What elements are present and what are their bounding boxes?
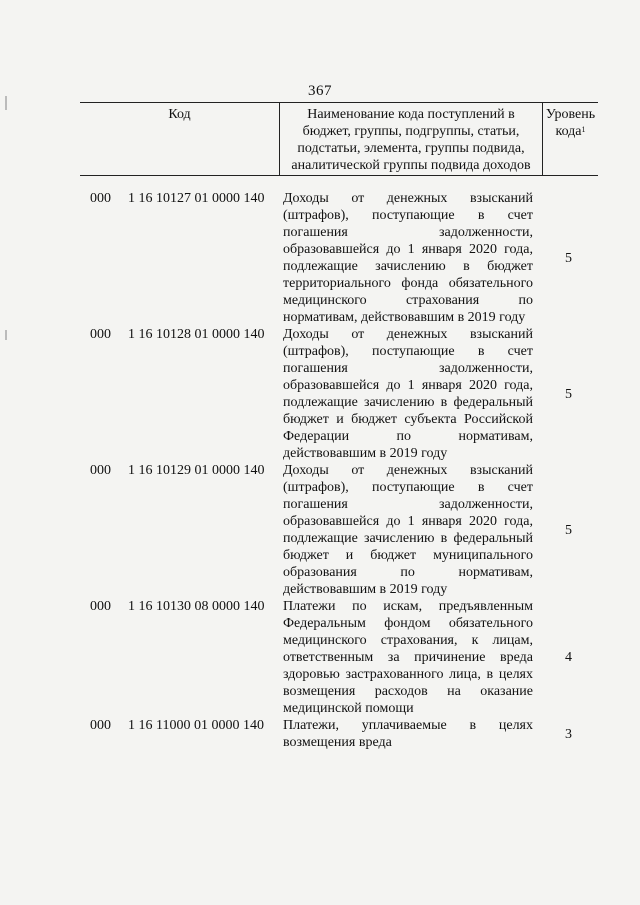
row-name-line: возмещения расходов на оказание bbox=[283, 684, 533, 699]
header-name-line: бюджет, группы, подгруппы, статьи, bbox=[302, 124, 520, 139]
table-row bbox=[80, 462, 598, 598]
scan-margin-mark bbox=[5, 330, 7, 340]
row-name bbox=[279, 462, 533, 598]
row-name-line: Платежи по искам, предъявленным bbox=[283, 599, 533, 614]
table-row bbox=[80, 326, 598, 462]
row-name-line: образовавшейся до 1 января 2020 года, bbox=[283, 242, 533, 257]
table-row bbox=[80, 598, 598, 717]
row-name-line: образовавшейся до 1 января 2020 года, bbox=[283, 378, 533, 393]
header-name bbox=[279, 103, 543, 175]
row-name bbox=[279, 717, 533, 751]
header-level-line: кода$^1$ bbox=[555, 124, 586, 139]
row-name-line: подлежащие зачислению в федеральный bbox=[283, 395, 533, 410]
row-revenue-code: 1 16 10127 01 0000 140 bbox=[128, 191, 265, 206]
row-name-line: ответственным за причинение вреда bbox=[283, 650, 533, 665]
row-prefix-code: 000 bbox=[90, 718, 111, 733]
row-level: 5 bbox=[565, 522, 572, 538]
row-name bbox=[279, 598, 533, 717]
row-name-line: действовавшим в 2019 году bbox=[283, 446, 448, 461]
row-prefix-code: 000 bbox=[90, 463, 111, 478]
row-name-line: погашения задолженности, bbox=[283, 361, 533, 376]
row-name-line: (штрафов), поступающие в счет bbox=[283, 480, 533, 495]
table-body bbox=[80, 190, 598, 751]
row-name-line: (штрафов), поступающие в счет bbox=[283, 344, 533, 359]
row-name-line: Доходы от денежных взысканий bbox=[283, 463, 533, 478]
row-name-line: образовавшейся до 1 января 2020 года, bbox=[283, 514, 533, 529]
row-name-line: подлежащие зачислению в бюджет bbox=[283, 259, 533, 274]
row-name-line: бюджет и бюджет субъекта Российской bbox=[283, 412, 533, 427]
row-name-line: возмещения вреда bbox=[283, 735, 392, 750]
row-name-line: Доходы от денежных взысканий bbox=[283, 327, 533, 342]
row-level: 5 bbox=[565, 386, 572, 402]
row-name-line: медицинского страхования, к лицам, bbox=[283, 633, 533, 648]
row-name-line: нормативам, действовавшим в 2019 году bbox=[283, 310, 526, 325]
row-name-line: Платежи, уплачиваемые в целях bbox=[283, 718, 533, 733]
row-level: 4 bbox=[565, 650, 572, 665]
header-code: Код bbox=[168, 107, 191, 122]
row-name-line: здоровью застрахованного лица, в целях bbox=[283, 667, 533, 682]
row-prefix-code: 000 bbox=[90, 191, 111, 206]
row-name-line: бюджет и бюджет муниципального bbox=[283, 548, 533, 563]
row-name-line: медицинской помощи bbox=[283, 701, 414, 716]
row-name-line: (штрафов), поступающие в счет bbox=[283, 208, 533, 223]
row-level: 3 bbox=[565, 726, 572, 742]
row-name-line: Доходы от денежных взысканий bbox=[283, 191, 533, 206]
header-name-line: подстатьи, элемента, группы подвида, bbox=[297, 141, 525, 156]
row-name-line: погашения задолженности, bbox=[283, 225, 533, 240]
row-name-line: медицинского страхования по bbox=[283, 293, 533, 308]
row-revenue-code: 1 16 10128 01 0000 140 bbox=[128, 327, 265, 342]
header-level-line: Уровень bbox=[545, 107, 596, 122]
header-name-line: Наименование кода поступлений в bbox=[307, 107, 515, 122]
footnote-mark: 1 bbox=[581, 125, 586, 134]
table-row bbox=[80, 717, 598, 751]
row-name-line: образования по нормативам, bbox=[283, 565, 533, 580]
row-name bbox=[279, 190, 533, 326]
page-number: 367 bbox=[308, 83, 332, 99]
row-revenue-code: 1 16 10130 08 0000 140 bbox=[128, 599, 265, 614]
row-prefix-code: 000 bbox=[90, 327, 111, 342]
row-name-line: Федеральным фондом обязательного bbox=[283, 616, 533, 631]
row-revenue-code: 1 16 11000 01 0000 140 bbox=[128, 718, 264, 733]
header-name-line: аналитической группы подвида доходов bbox=[291, 158, 531, 173]
table-header bbox=[80, 102, 598, 176]
row-name-line: действовавшим в 2019 году bbox=[283, 582, 448, 597]
table-row bbox=[80, 190, 598, 326]
row-name-line: Федерации по нормативам, bbox=[283, 429, 533, 444]
row-name-line: подлежащие зачислению в федеральный bbox=[283, 531, 533, 546]
row-name-line: погашения задолженности, bbox=[283, 497, 533, 512]
header-level bbox=[543, 103, 598, 175]
row-level: 5 bbox=[565, 250, 572, 266]
row-name bbox=[279, 326, 533, 462]
row-revenue-code: 1 16 10129 01 0000 140 bbox=[128, 463, 265, 478]
row-name-line: территориального фонда обязательного bbox=[283, 276, 533, 291]
row-prefix-code: 000 bbox=[90, 599, 111, 614]
